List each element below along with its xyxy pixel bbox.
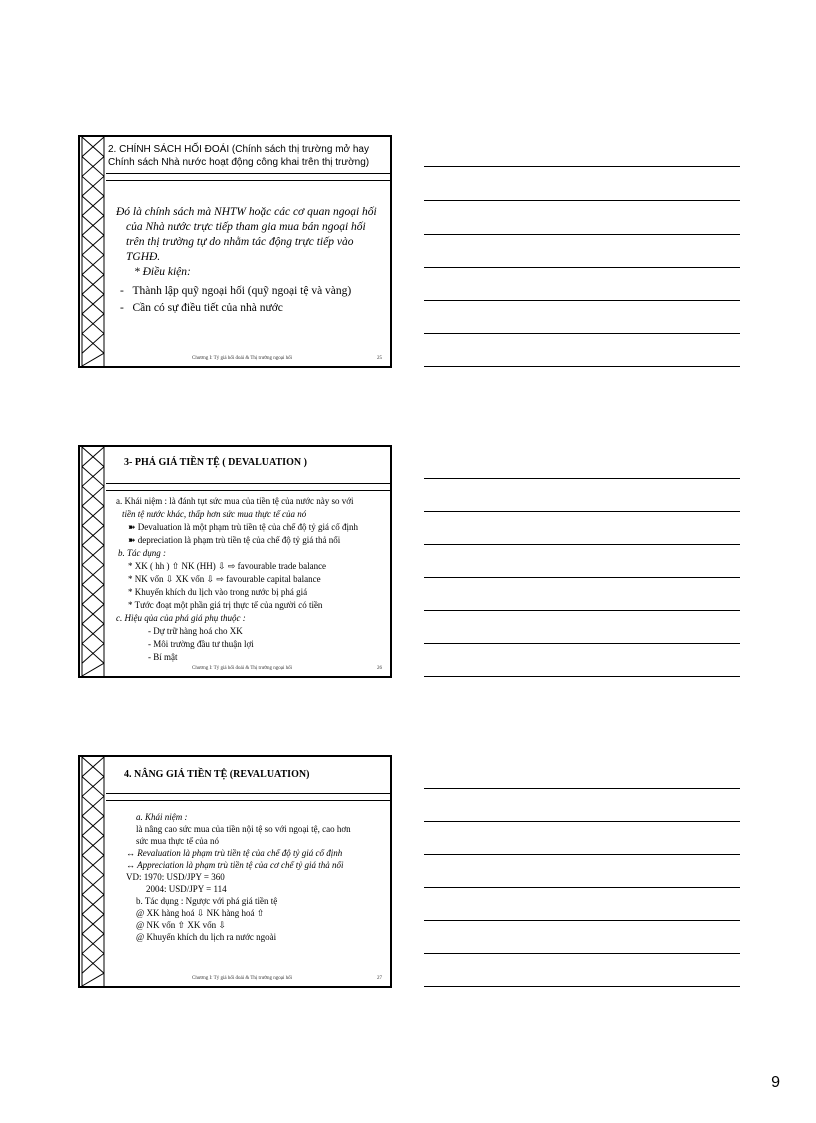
note-line: [424, 986, 740, 987]
text-line: c. Hiệu qủa của phá giá phụ thuộc :: [116, 613, 246, 623]
text-line: @ XK hàng hoá ⇩ NK hàng hoá ⇧: [136, 908, 265, 918]
slide-2-title: 3- PHÁ GIÁ TIỀN TỆ ( DEVALUATION ): [124, 457, 307, 468]
slide-1-body: [116, 205, 384, 280]
text-line: @ Khuyến khích du lịch ra nước ngoài: [136, 932, 277, 942]
note-line: [424, 854, 740, 855]
text-line: * Khuyến khích du lịch vào trong nước bị phá giá: [128, 587, 308, 597]
slide-2: [78, 445, 392, 678]
note-line: [424, 300, 740, 301]
slide-footer: Chương I: Tỷ giá hối đoái & Thị trường ngoại hối: [192, 976, 292, 981]
slide-3: [78, 755, 392, 988]
note-line: [424, 920, 740, 921]
text-line: @ NK vốn ⇧ XK vốn ⇩: [136, 920, 226, 930]
text-line: * Tước đoạt một phần giá trị thực tế của người có tiền: [128, 600, 323, 610]
slide-1-list: [120, 283, 384, 317]
note-line: [424, 953, 740, 954]
text-line: VD: 1970: USD/JPY = 360: [126, 872, 225, 882]
note-line: [424, 544, 740, 545]
braid-decoration: [80, 757, 106, 986]
slide-page-number: 27: [377, 976, 382, 981]
list-item: - Thành lập quỹ ngoại hối (quỹ ngoại tệ và vàng): [120, 285, 352, 297]
note-line: [424, 610, 740, 611]
braid-decoration: [80, 137, 106, 366]
text-line: của Nhà nước trực tiếp tham gia mua bán ngoại hối: [126, 221, 366, 233]
slide-1: [78, 135, 392, 368]
text-line: - Môi trường đầu tư thuận lợi: [148, 639, 254, 649]
braid-decoration: [80, 447, 106, 676]
title-rule: [106, 793, 392, 794]
title-rule: [106, 180, 392, 181]
note-line: [424, 200, 740, 201]
slide-3-body: [126, 811, 384, 943]
title-rule: [106, 173, 392, 174]
note-line: [424, 166, 740, 167]
text-line: * NK vốn ⇩ XK vốn ⇩ ⇨ favourable capital balance: [128, 574, 321, 584]
text-line: ➽ depreciation là phạm trù tiền tệ của chế độ tỷ giá thả nổi: [128, 535, 341, 545]
text-line: * XK ( hh ) ⇧ NK (HH) ⇩ ⇨ favourable trade balance: [128, 561, 327, 571]
note-line: [424, 821, 740, 822]
title-rule: [106, 483, 392, 484]
note-line: [424, 333, 740, 334]
title-rule: [106, 800, 392, 801]
slide-footer: Chương I: Tỷ giá hối đoái & Thị trường ngoại hối: [192, 356, 292, 361]
text-line: * Điều kiện:: [134, 266, 191, 278]
slide-2-body: [116, 495, 384, 664]
note-line: [424, 234, 740, 235]
note-line: [424, 788, 740, 789]
note-line: [424, 267, 740, 268]
note-line: [424, 643, 740, 644]
note-line: [424, 511, 740, 512]
text-line: sức mua thực tế của nó: [136, 836, 219, 846]
list-item: - Cần có sự điều tiết của nhà nước: [120, 302, 283, 314]
text-line: b. Tác dụng : Ngược với phá giá tiền tệ: [136, 896, 278, 906]
text-line: Đó là chính sách mà NHTW hoặc các cơ quan ngoại hối: [116, 206, 377, 218]
text-line: 2004: USD/JPY = 114: [146, 884, 227, 894]
text-line: ↔ Appreciation là phạm trù tiền tệ của cơ chế tỷ giá thả nổi: [126, 860, 344, 870]
slide-page-number: 25: [377, 356, 382, 361]
slide-1-title: 2. CHÍNH SÁCH HỐI ĐOÁI (Chính sách thị trường mở hay Chính sách Nhà nước hoạt động công khai trên thị trường): [108, 144, 370, 168]
text-line: ➽ Devaluation là một phạm trù tiền tệ của chế độ tỷ giá cố định: [128, 522, 358, 532]
text-line: a. Khái niệm : là đánh tụt sức mua của tiền tệ của nước này so với: [116, 496, 354, 506]
text-line: trên thị trường tự do nhằm tác động trực tiếp vào: [126, 236, 354, 248]
text-line: - Bí mật: [148, 652, 178, 662]
note-line: [424, 478, 740, 479]
slide-page-number: 26: [377, 666, 382, 671]
note-line: [424, 887, 740, 888]
slide-3-title: 4. NÂNG GIÁ TIỀN TỆ (REVALUATION): [124, 769, 310, 780]
text-line: là nâng cao sức mua của tiền nội tệ so với ngoại tệ, cao hơn: [136, 824, 351, 834]
text-line: b. Tác dụng :: [118, 548, 166, 558]
text-line: - Dự trữ hàng hoá cho XK: [148, 626, 243, 636]
note-line: [424, 366, 740, 367]
text-line: a. Khái niệm :: [136, 812, 188, 822]
slide-footer: Chương I: Tỷ giá hối đoái & Thị trường ngoại hối: [192, 666, 292, 671]
title-rule: [106, 490, 392, 491]
text-line: tiền tệ nước khác, thấp hơn sức mua thực tế của nó: [122, 509, 307, 519]
note-line: [424, 577, 740, 578]
note-line: [424, 676, 740, 677]
text-line: TGHĐ.: [126, 251, 161, 263]
text-line: ↔ Revaluation là phạm trù tiền tệ của chế độ tỷ giá cố định: [126, 848, 343, 858]
page-number: 9: [771, 1074, 780, 1091]
